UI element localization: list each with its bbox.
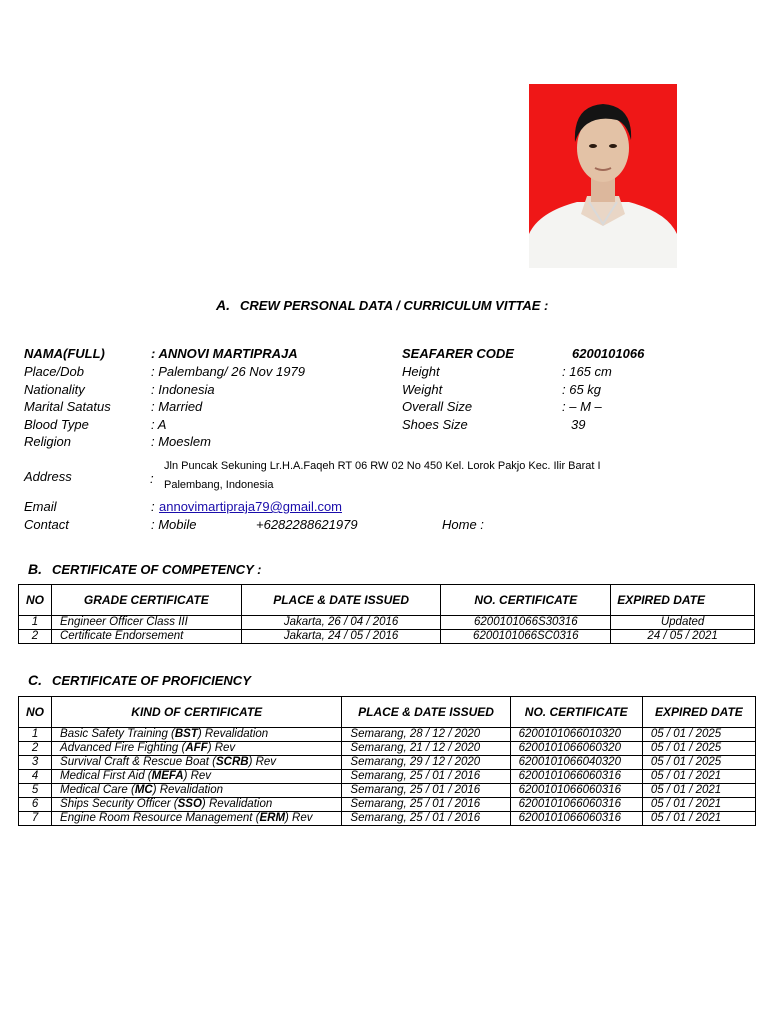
section-a-text: CREW PERSONAL DATA / CURRICULUM VITTAE : xyxy=(240,298,549,313)
row-expired: 05 / 01 / 2025 xyxy=(642,742,755,756)
section-a-title xyxy=(216,297,548,313)
row-kind xyxy=(52,812,342,826)
row-certificate-no: 6200101066060316 xyxy=(510,784,642,798)
blood-type-label: Blood Type xyxy=(24,417,89,432)
table-row xyxy=(19,812,756,826)
row-expired: 05 / 01 / 2021 xyxy=(642,812,755,826)
header-kind-certificate: KIND OF CERTIFICATE xyxy=(52,697,342,728)
row-certificate-no: 6200101066060316 xyxy=(510,798,642,812)
row-kind xyxy=(52,742,342,756)
row-certificate-no: 6200101066SC0316 xyxy=(441,630,611,644)
contact-label: Contact xyxy=(24,517,69,532)
table-row xyxy=(19,728,756,742)
kind-suffix: ) Rev xyxy=(183,770,212,782)
header-no-certificate: NO. CERTIFICATE xyxy=(510,697,642,728)
height-value: : 165 cm xyxy=(562,364,612,379)
kind-suffix: ) Rev xyxy=(248,756,277,768)
row-no: 4 xyxy=(19,770,52,784)
address-line-2: Palembang, Indonesia xyxy=(164,479,274,491)
kind-code: ERM xyxy=(259,812,286,824)
proficiency-table xyxy=(18,696,756,826)
overall-size-value: : – M – xyxy=(562,399,602,414)
header-expired-date: EXPIRED DATE xyxy=(642,697,755,728)
name-label: NAMA(FULL) xyxy=(24,346,105,361)
row-place-date: Semarang, 25 / 01 / 2016 xyxy=(342,812,510,826)
kind-suffix: ) Rev xyxy=(207,742,236,754)
row-no: 1 xyxy=(19,616,52,630)
section-b-text: CERTIFICATE OF COMPETENCY : xyxy=(52,562,262,577)
seafarer-code-label: SEAFARER CODE xyxy=(402,346,514,361)
section-c-title xyxy=(28,672,251,688)
row-expired: 05 / 01 / 2025 xyxy=(642,756,755,770)
weight-label: Weight xyxy=(402,382,443,397)
row-place-date: Semarang, 21 / 12 / 2020 xyxy=(342,742,510,756)
header-no: NO xyxy=(19,697,52,728)
kind-code: SCRB xyxy=(215,756,249,768)
profile-photo xyxy=(529,84,677,268)
row-kind xyxy=(52,770,342,784)
section-b-title xyxy=(28,561,261,577)
table-row xyxy=(19,770,756,784)
row-place-date: Semarang, 25 / 01 / 2016 xyxy=(342,770,510,784)
row-place-date: Jakarta, 26 / 04 / 2016 xyxy=(241,616,441,630)
row-grade: Engineer Officer Class III xyxy=(51,616,241,630)
row-certificate-no: 6200101066060320 xyxy=(510,742,642,756)
row-place-date: Semarang, 28 / 12 / 2020 xyxy=(342,728,510,742)
header-place-date: PLACE & DATE ISSUED xyxy=(342,697,510,728)
competency-header-row xyxy=(19,585,755,616)
row-kind xyxy=(52,756,342,770)
competency-table xyxy=(18,584,755,644)
name-value: : ANNOVI MARTIPRAJA xyxy=(151,346,298,361)
row-certificate-no: 6200101066010320 xyxy=(510,728,642,742)
table-row xyxy=(19,756,756,770)
kind-text: Engine Room Resource Management ( xyxy=(60,812,260,824)
nationality-label: Nationality xyxy=(24,382,85,397)
row-certificate-no: 6200101066060316 xyxy=(510,770,642,784)
kind-text: Basic Safety Training ( xyxy=(60,728,175,740)
email-colon: : xyxy=(151,499,155,514)
proficiency-header-row xyxy=(19,697,756,728)
table-row xyxy=(19,742,756,756)
address-label: Address xyxy=(24,469,72,484)
place-dob-value: : Palembang/ 26 Nov 1979 xyxy=(151,364,305,379)
height-label: Height xyxy=(402,364,440,379)
row-no: 2 xyxy=(19,742,52,756)
kind-suffix: ) Revalidation xyxy=(197,728,269,740)
address-colon: : xyxy=(150,471,154,486)
row-expired: 05 / 01 / 2021 xyxy=(642,770,755,784)
table-row xyxy=(19,798,756,812)
row-grade: Certificate Endorsement xyxy=(51,630,241,644)
kind-text: Survival Craft & Rescue Boat ( xyxy=(60,756,216,768)
marital-status-label: Marital Satatus xyxy=(24,399,111,414)
row-certificate-no: 6200101066S30316 xyxy=(441,616,611,630)
row-expired: 05 / 01 / 2025 xyxy=(642,728,755,742)
row-expired: Updated xyxy=(611,616,755,630)
row-kind xyxy=(52,784,342,798)
nationality-value: : Indonesia xyxy=(151,382,215,397)
row-kind xyxy=(52,728,342,742)
kind-text: Medical First Aid ( xyxy=(60,770,152,782)
row-expired: 24 / 05 / 2021 xyxy=(611,630,755,644)
weight-value: : 65 kg xyxy=(562,382,602,397)
person-portrait-icon xyxy=(529,84,677,268)
kind-suffix: ) Rev xyxy=(285,812,313,824)
contact-mobile-label: : Mobile xyxy=(151,517,197,532)
row-place-date: Semarang, 25 / 01 / 2016 xyxy=(342,798,510,812)
row-expired: 05 / 01 / 2021 xyxy=(642,798,755,812)
religion-value: : Moeslem xyxy=(151,434,211,449)
kind-text: Advanced Fire Fighting ( xyxy=(60,742,186,754)
table-row xyxy=(19,616,755,630)
row-place-date: Jakarta, 24 / 05 / 2016 xyxy=(241,630,441,644)
marital-status-value: : Married xyxy=(151,399,203,414)
row-no: 1 xyxy=(19,728,52,742)
address-line-1: Jln Puncak Sekuning Lr.H.A.Faqeh RT 06 RW 02 No 450 Kel. Lorok Pakjo Kec. Ilir Barat I xyxy=(164,460,601,472)
email-link[interactable]: annovimartipraja79@gmail.com xyxy=(159,499,342,514)
row-place-date: Semarang, 29 / 12 / 2020 xyxy=(342,756,510,770)
kind-code: MC xyxy=(134,784,153,796)
religion-label: Religion xyxy=(24,434,71,449)
section-c-text: CERTIFICATE OF PROFICIENCY xyxy=(52,673,251,688)
contact-home-label: Home : xyxy=(442,517,484,532)
row-no: 2 xyxy=(19,630,52,644)
kind-text: Ships Security Officer ( xyxy=(60,798,178,810)
row-no: 6 xyxy=(19,798,52,812)
header-place-date: PLACE & DATE ISSUED xyxy=(241,585,441,616)
kind-suffix: ) Revalidation xyxy=(152,784,224,796)
table-row xyxy=(19,630,755,644)
email-label: Email xyxy=(24,499,57,514)
overall-size-label: Overall Size xyxy=(402,399,473,414)
kind-code: BST xyxy=(174,728,198,740)
row-expired: 05 / 01 / 2021 xyxy=(642,784,755,798)
kind-code: MEFA xyxy=(151,770,184,782)
shoes-size-value: 39 xyxy=(571,417,586,432)
section-a-letter: A. xyxy=(216,297,230,313)
header-expired-date: EXPIRED DATE xyxy=(611,585,755,616)
row-no: 5 xyxy=(19,784,52,798)
kind-text: Medical Care ( xyxy=(60,784,135,796)
row-certificate-no: 6200101066040320 xyxy=(510,756,642,770)
kind-code: AFF xyxy=(185,742,208,754)
section-b-letter: B. xyxy=(28,561,42,577)
kind-code: SSO xyxy=(177,798,202,810)
kind-suffix: ) Revalidation xyxy=(201,798,273,810)
row-certificate-no: 6200101066060316 xyxy=(510,812,642,826)
contact-mobile-number: +6282288621979 xyxy=(256,517,358,532)
header-no: NO xyxy=(19,585,52,616)
header-no-certificate: NO. CERTIFICATE xyxy=(441,585,611,616)
row-place-date: Semarang, 25 / 01 / 2016 xyxy=(342,784,510,798)
row-kind xyxy=(52,798,342,812)
seafarer-code-value: 6200101066 xyxy=(572,346,645,361)
header-grade-certificate: GRADE CERTIFICATE xyxy=(51,585,241,616)
shoes-size-label: Shoes Size xyxy=(402,417,468,432)
row-no: 3 xyxy=(19,756,52,770)
row-no: 7 xyxy=(19,812,52,826)
place-dob-label: Place/Dob xyxy=(24,364,84,379)
blood-type-value: : A xyxy=(151,417,167,432)
table-row xyxy=(19,784,756,798)
section-c-letter: C. xyxy=(28,672,42,688)
